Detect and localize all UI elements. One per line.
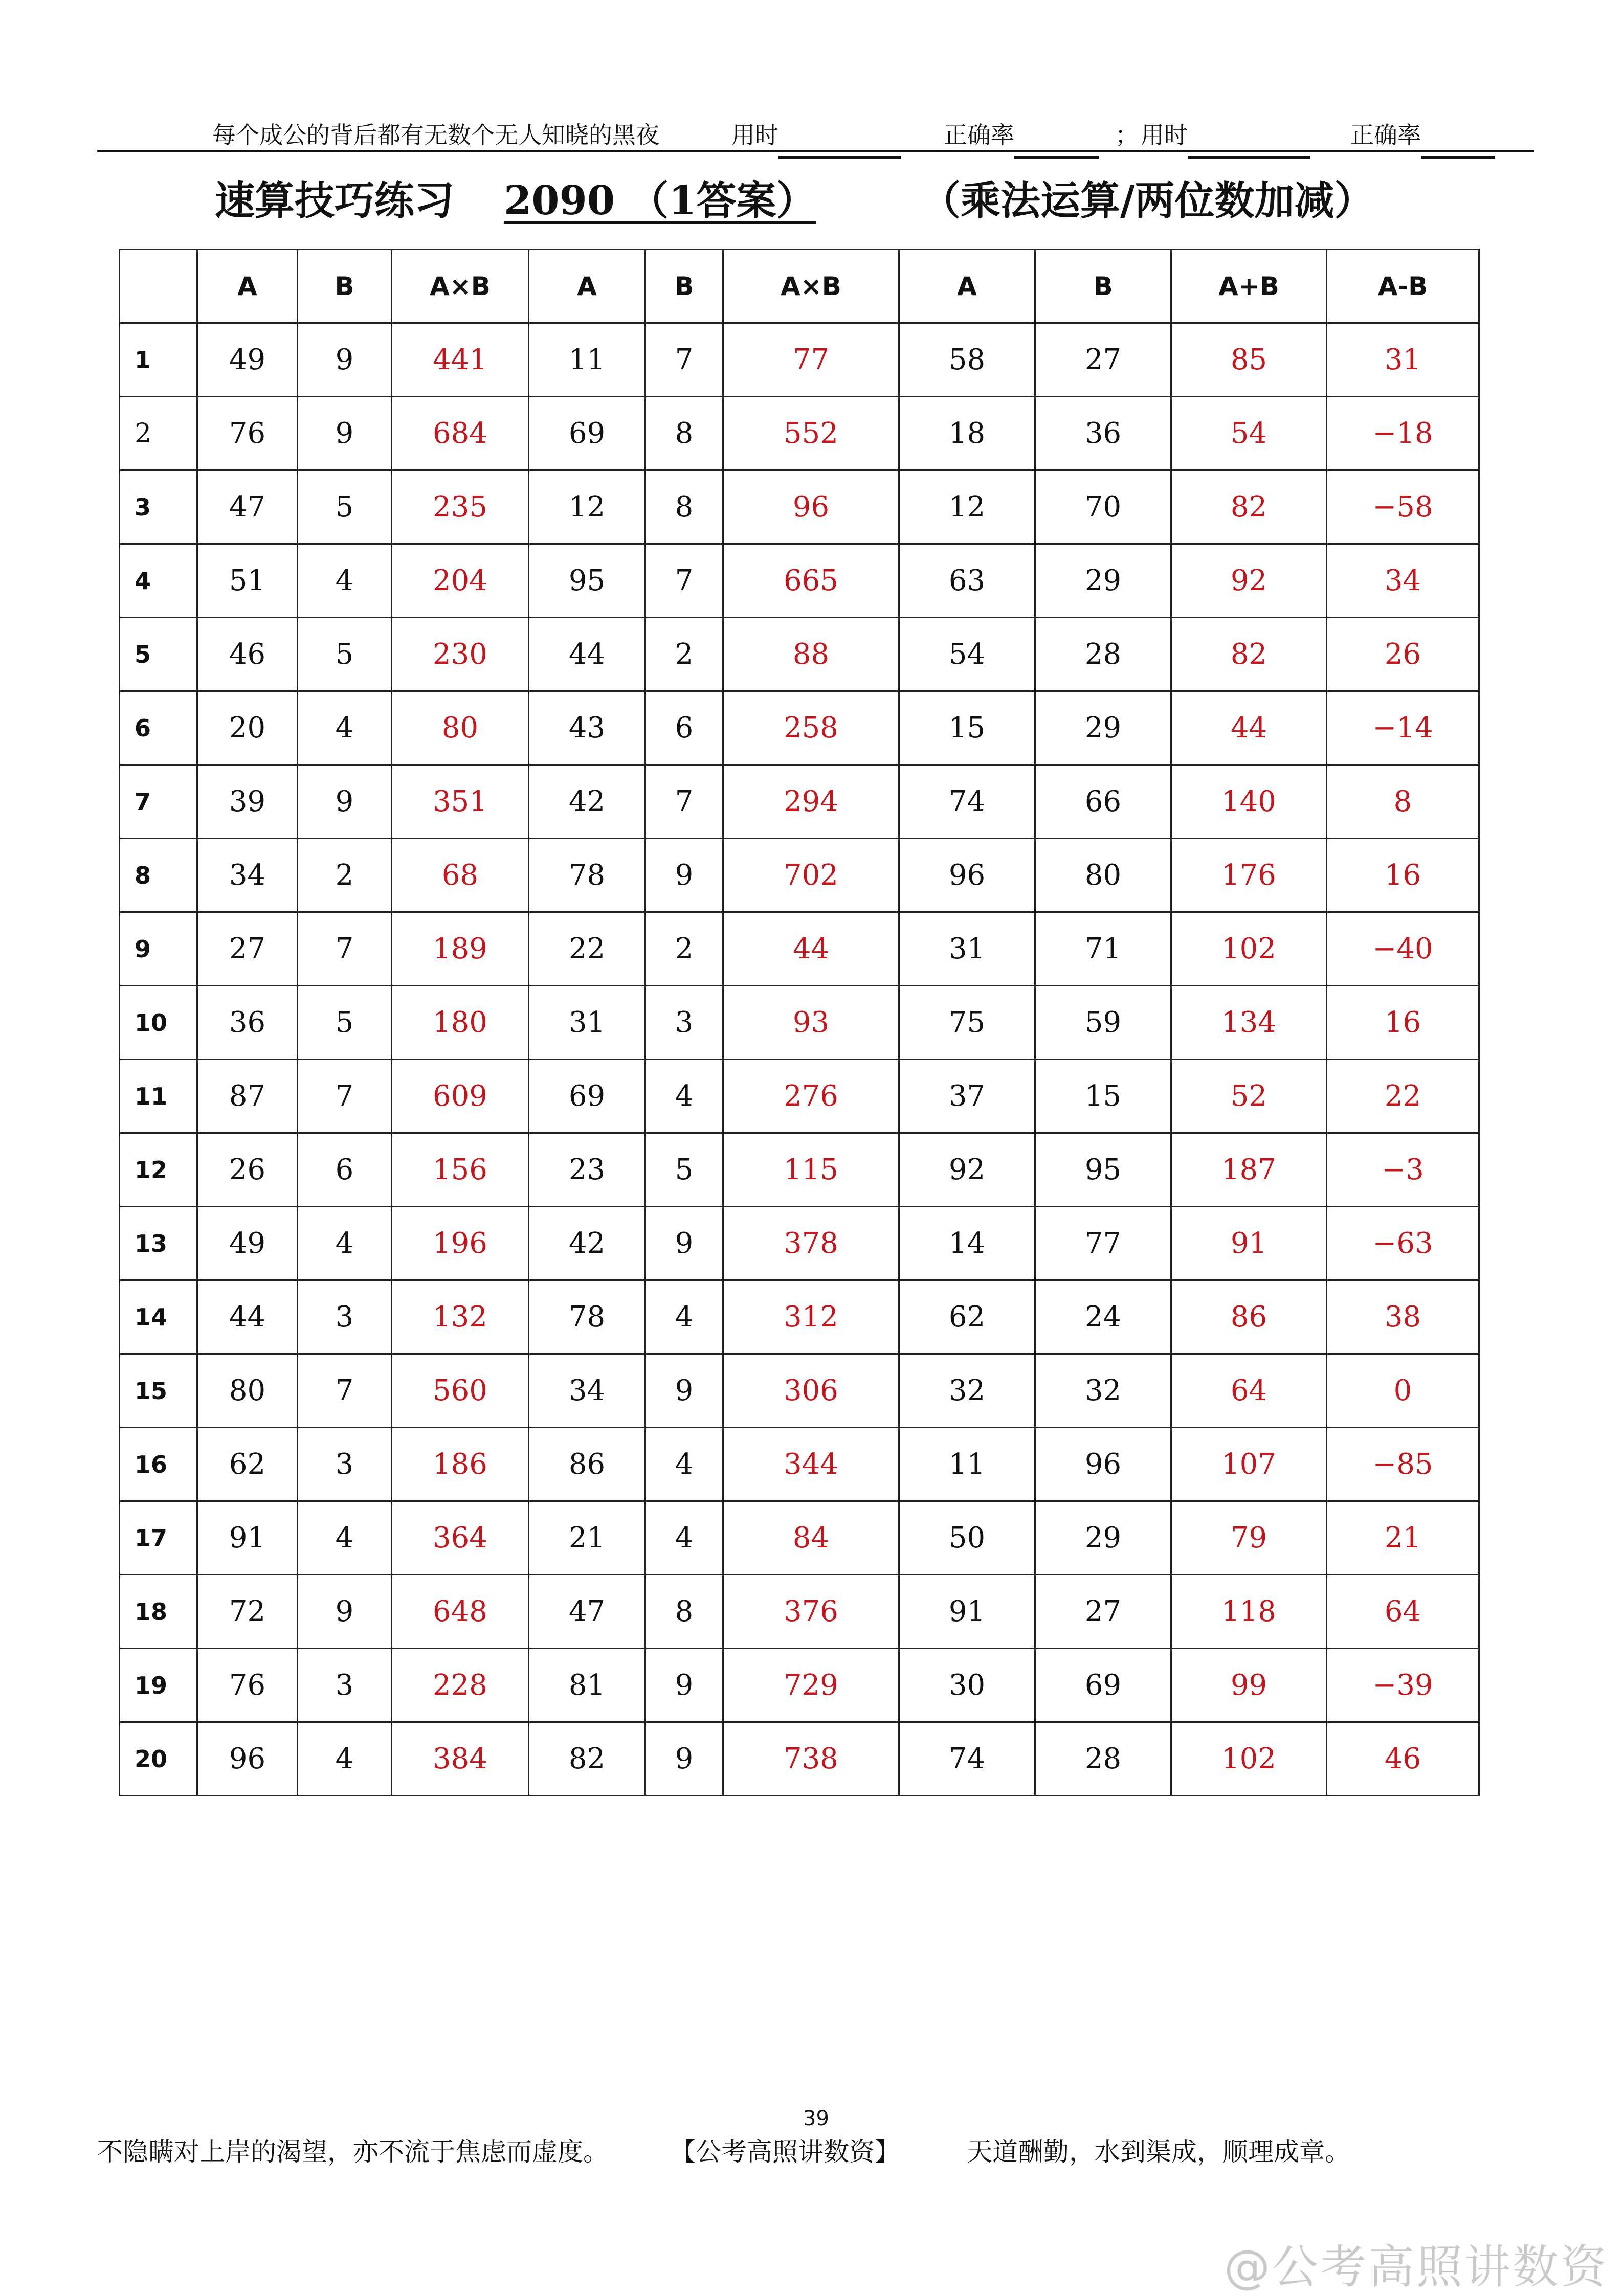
answer-cell: 364: [392, 1501, 529, 1575]
operand-cell: 7: [298, 1060, 392, 1133]
answer-cell: 99: [1171, 1649, 1327, 1722]
operand-cell: 3: [646, 986, 723, 1060]
operand-cell: 95: [529, 544, 646, 618]
operand-cell: 58: [899, 323, 1035, 397]
row-number: 13: [120, 1207, 197, 1280]
operand-cell: 5: [646, 1133, 723, 1207]
operand-cell: 36: [1035, 397, 1171, 470]
operand-cell: 7: [646, 544, 723, 618]
operand-cell: 9: [646, 1649, 723, 1722]
operand-cell: 63: [899, 544, 1035, 618]
answer-cell: 552: [723, 397, 899, 470]
answer-cell: 52: [1171, 1060, 1327, 1133]
table-row: [120, 912, 1479, 986]
operand-cell: 9: [298, 765, 392, 839]
operand-cell: 46: [197, 618, 298, 691]
answer-cell: 441: [392, 323, 529, 397]
operand-cell: 4: [298, 1501, 392, 1575]
operand-cell: 42: [529, 765, 646, 839]
operand-cell: 69: [529, 397, 646, 470]
answer-cell: 344: [723, 1428, 899, 1501]
operand-cell: 80: [197, 1354, 298, 1428]
answer-cell: 22: [1327, 1060, 1479, 1133]
time-field-2: [1141, 117, 1188, 150]
answer-cell: −3: [1327, 1133, 1479, 1207]
operand-cell: 12: [899, 470, 1035, 544]
table-row: [120, 618, 1479, 691]
accuracy-field-2: [1350, 117, 1421, 150]
operand-cell: 44: [529, 618, 646, 691]
time-blank-2: [1188, 136, 1310, 159]
column-header: A: [197, 250, 298, 323]
answer-cell: 79: [1171, 1501, 1327, 1575]
operand-cell: 96: [1035, 1428, 1171, 1501]
operand-cell: 43: [529, 691, 646, 765]
column-header: A×B: [392, 250, 529, 323]
row-number: 9: [120, 912, 197, 986]
operand-cell: 4: [646, 1428, 723, 1501]
operand-cell: 36: [197, 986, 298, 1060]
operand-cell: 70: [1035, 470, 1171, 544]
answer-cell: 702: [723, 839, 899, 912]
operand-cell: 8: [646, 1575, 723, 1649]
operand-cell: 6: [646, 691, 723, 765]
operand-cell: 7: [298, 912, 392, 986]
operand-cell: 76: [197, 1649, 298, 1722]
answer-cell: 204: [392, 544, 529, 618]
operand-cell: 82: [529, 1722, 646, 1796]
row-number: 19: [120, 1649, 197, 1722]
operand-cell: 9: [298, 397, 392, 470]
row-number: 3: [120, 470, 197, 544]
operand-cell: 62: [899, 1280, 1035, 1354]
operand-cell: 42: [529, 1207, 646, 1280]
column-header: B: [646, 250, 723, 323]
accuracy-field-1: [944, 117, 1014, 150]
operand-cell: 80: [1035, 839, 1171, 912]
answer-cell: 8: [1327, 765, 1479, 839]
operand-cell: 6: [298, 1133, 392, 1207]
row-number: 1: [120, 323, 197, 397]
operand-cell: 91: [197, 1501, 298, 1575]
column-header: A: [529, 250, 646, 323]
answer-cell: 38: [1327, 1280, 1479, 1354]
operand-cell: 9: [646, 1354, 723, 1428]
operand-cell: 12: [529, 470, 646, 544]
table-row: [120, 323, 1479, 397]
table-row: [120, 1354, 1479, 1428]
operand-cell: 28: [1035, 1722, 1171, 1796]
time-label-2: 用时: [1141, 121, 1188, 149]
table-row: [120, 1428, 1479, 1501]
answer-cell: 189: [392, 912, 529, 986]
answer-cell: −14: [1327, 691, 1479, 765]
accuracy-blank-2: [1421, 136, 1495, 159]
answer-cell: 44: [723, 912, 899, 986]
answer-cell: 306: [723, 1354, 899, 1428]
answer-cell: 93: [723, 986, 899, 1060]
operand-cell: 96: [197, 1722, 298, 1796]
operand-cell: 49: [197, 1207, 298, 1280]
operand-cell: 21: [529, 1501, 646, 1575]
table-row: [120, 1501, 1479, 1575]
operand-cell: 47: [197, 470, 298, 544]
row-number: 11: [120, 1060, 197, 1133]
row-number: 15: [120, 1354, 197, 1428]
operand-cell: 29: [1035, 691, 1171, 765]
operand-cell: 27: [197, 912, 298, 986]
operand-cell: 69: [1035, 1649, 1171, 1722]
answer-cell: 21: [1327, 1501, 1479, 1575]
answer-cell: −63: [1327, 1207, 1479, 1280]
answer-cell: 80: [392, 691, 529, 765]
table-row: [120, 1722, 1479, 1796]
operand-cell: 31: [529, 986, 646, 1060]
table-row: [120, 986, 1479, 1060]
header-separator: ；: [1115, 121, 1139, 149]
operand-cell: 11: [529, 323, 646, 397]
operand-cell: 3: [298, 1649, 392, 1722]
answer-cell: 16: [1327, 839, 1479, 912]
time-label-1: 用时: [731, 121, 778, 149]
header-line: [97, 97, 1534, 148]
answer-cell: 665: [723, 544, 899, 618]
operand-cell: 2: [646, 618, 723, 691]
operand-cell: 74: [899, 765, 1035, 839]
table-row: [120, 1649, 1479, 1722]
operand-cell: 74: [899, 1722, 1035, 1796]
answer-cell: 82: [1171, 618, 1327, 691]
operand-cell: 8: [646, 397, 723, 470]
operand-cell: 27: [1035, 1575, 1171, 1649]
operand-cell: 4: [646, 1501, 723, 1575]
table-row: [120, 1133, 1479, 1207]
operand-cell: 47: [529, 1575, 646, 1649]
operand-cell: 44: [197, 1280, 298, 1354]
answer-cell: 378: [723, 1207, 899, 1280]
answer-cell: 82: [1171, 470, 1327, 544]
answer-cell: 0: [1327, 1354, 1479, 1428]
row-number: 8: [120, 839, 197, 912]
accuracy-blank-1: [1014, 136, 1099, 159]
operand-cell: 9: [646, 1722, 723, 1796]
operand-cell: 29: [1035, 1501, 1171, 1575]
table-row: [120, 1280, 1479, 1354]
answer-cell: 258: [723, 691, 899, 765]
row-number: 10: [120, 986, 197, 1060]
column-header: A+B: [1171, 250, 1327, 323]
row-number: 6: [120, 691, 197, 765]
operand-cell: 28: [1035, 618, 1171, 691]
answer-cell: −40: [1327, 912, 1479, 986]
title-number: 2090 （1答案）: [504, 177, 816, 224]
answer-cell: 92: [1171, 544, 1327, 618]
operand-cell: 14: [899, 1207, 1035, 1280]
operand-cell: 86: [529, 1428, 646, 1501]
operand-cell: 9: [298, 323, 392, 397]
operand-cell: 4: [298, 1207, 392, 1280]
title-subtitle: （乘法运算/两位数加减）: [921, 177, 1374, 224]
operand-cell: 76: [197, 397, 298, 470]
answer-cell: 230: [392, 618, 529, 691]
column-header: A: [899, 250, 1035, 323]
operand-cell: 3: [298, 1280, 392, 1354]
header-rule: [97, 150, 1534, 152]
row-number: 14: [120, 1280, 197, 1354]
operand-cell: 5: [298, 470, 392, 544]
row-number: 7: [120, 765, 197, 839]
answer-cell: 276: [723, 1060, 899, 1133]
column-header: B: [298, 250, 392, 323]
operand-cell: 50: [899, 1501, 1035, 1575]
table-row: [120, 839, 1479, 912]
answer-cell: 26: [1327, 618, 1479, 691]
answer-cell: −39: [1327, 1649, 1479, 1722]
answer-cell: 34: [1327, 544, 1479, 618]
operand-cell: 5: [298, 986, 392, 1060]
operand-cell: 59: [1035, 986, 1171, 1060]
operand-cell: 81: [529, 1649, 646, 1722]
column-header: A-B: [1327, 250, 1479, 323]
page-number: 39: [803, 2107, 829, 2130]
answer-cell: 187: [1171, 1133, 1327, 1207]
answer-cell: 196: [392, 1207, 529, 1280]
answer-cell: 180: [392, 986, 529, 1060]
operand-cell: 2: [298, 839, 392, 912]
row-number: 20: [120, 1722, 197, 1796]
operand-cell: 34: [529, 1354, 646, 1428]
operand-cell: 72: [197, 1575, 298, 1649]
answer-cell: 107: [1171, 1428, 1327, 1501]
operand-cell: 71: [1035, 912, 1171, 986]
operand-cell: 9: [646, 839, 723, 912]
row-number: 4: [120, 544, 197, 618]
accuracy-label-2: 正确率: [1350, 121, 1421, 149]
operand-cell: 87: [197, 1060, 298, 1133]
operand-cell: 7: [298, 1354, 392, 1428]
operand-cell: 54: [899, 618, 1035, 691]
table-body: [120, 323, 1479, 1796]
answer-cell: 54: [1171, 397, 1327, 470]
row-number: 18: [120, 1575, 197, 1649]
answer-cell: −85: [1327, 1428, 1479, 1501]
answer-cell: 91: [1171, 1207, 1327, 1280]
answer-cell: 294: [723, 765, 899, 839]
answer-cell: −18: [1327, 397, 1479, 470]
answer-cell: 44: [1171, 691, 1327, 765]
row-number: 16: [120, 1428, 197, 1501]
operand-cell: 7: [646, 323, 723, 397]
answer-cell: 64: [1171, 1354, 1327, 1428]
operand-cell: 92: [899, 1133, 1035, 1207]
table-header-row: [120, 250, 1479, 323]
footer-left: 不隐瞒对上岸的渴望，亦不流于焦虑而虚度。: [97, 2137, 609, 2167]
column-header: B: [1035, 250, 1171, 323]
operand-cell: 78: [529, 1280, 646, 1354]
page-title: [215, 169, 1442, 230]
operand-cell: 3: [298, 1428, 392, 1501]
operand-cell: 20: [197, 691, 298, 765]
operand-cell: 69: [529, 1060, 646, 1133]
answer-cell: 96: [723, 470, 899, 544]
row-number: 12: [120, 1133, 197, 1207]
table-row: [120, 765, 1479, 839]
accuracy-label-1: 正确率: [944, 121, 1014, 149]
title-main: 速算技巧练习: [215, 177, 455, 224]
operand-cell: 5: [298, 618, 392, 691]
operand-cell: 4: [298, 544, 392, 618]
column-header: A×B: [723, 250, 899, 323]
time-field-1: [731, 117, 778, 150]
answer-cell: 351: [392, 765, 529, 839]
operand-cell: 32: [1035, 1354, 1171, 1428]
table-row: [120, 544, 1479, 618]
answer-cell: 560: [392, 1354, 529, 1428]
answer-cell: 235: [392, 470, 529, 544]
operand-cell: 27: [1035, 323, 1171, 397]
answer-cell: 46: [1327, 1722, 1479, 1796]
answer-cell: 729: [723, 1649, 899, 1722]
operand-cell: 4: [646, 1060, 723, 1133]
answer-cell: 86: [1171, 1280, 1327, 1354]
operand-cell: 51: [197, 544, 298, 618]
operand-cell: 96: [899, 839, 1035, 912]
answer-cell: 84: [723, 1501, 899, 1575]
footer-brand: 【公考高照讲数资】: [670, 2137, 900, 2167]
answer-cell: 115: [723, 1133, 899, 1207]
operand-cell: 15: [899, 691, 1035, 765]
row-number: 2: [120, 397, 197, 470]
operand-cell: 15: [1035, 1060, 1171, 1133]
answer-cell: 102: [1171, 912, 1327, 986]
operand-cell: 26: [197, 1133, 298, 1207]
footer-right: 天道酬勤，水到渠成，顺理成章。: [967, 2137, 1350, 2167]
operand-cell: 8: [646, 470, 723, 544]
operand-cell: 9: [646, 1207, 723, 1280]
answer-cell: 738: [723, 1722, 899, 1796]
operand-cell: 91: [899, 1575, 1035, 1649]
operand-cell: 4: [298, 691, 392, 765]
answer-cell: 684: [392, 397, 529, 470]
answer-cell: 376: [723, 1575, 899, 1649]
answer-cell: 68: [392, 839, 529, 912]
operand-cell: 29: [1035, 544, 1171, 618]
table-row: [120, 1060, 1479, 1133]
answer-cell: 228: [392, 1649, 529, 1722]
operand-cell: 11: [899, 1428, 1035, 1501]
operand-cell: 2: [646, 912, 723, 986]
operand-cell: 9: [298, 1575, 392, 1649]
table-row: [120, 397, 1479, 470]
operand-cell: 77: [1035, 1207, 1171, 1280]
header-motto: 每个成公的背后都有无数个无人知晓的黑夜: [212, 121, 659, 149]
operand-cell: 4: [298, 1722, 392, 1796]
column-header: [120, 250, 197, 323]
operand-cell: 32: [899, 1354, 1035, 1428]
row-number: 5: [120, 618, 197, 691]
answer-cell: 16: [1327, 986, 1479, 1060]
answer-cell: 609: [392, 1060, 529, 1133]
table-row: [120, 470, 1479, 544]
operand-cell: 30: [899, 1649, 1035, 1722]
answer-cell: 156: [392, 1133, 529, 1207]
answer-cell: 102: [1171, 1722, 1327, 1796]
operand-cell: 95: [1035, 1133, 1171, 1207]
answer-cell: 31: [1327, 323, 1479, 397]
answer-cell: 118: [1171, 1575, 1327, 1649]
answer-cell: −58: [1327, 470, 1479, 544]
answer-cell: 384: [392, 1722, 529, 1796]
answer-cell: 88: [723, 618, 899, 691]
operand-cell: 39: [197, 765, 298, 839]
operand-cell: 49: [197, 323, 298, 397]
operand-cell: 22: [529, 912, 646, 986]
operand-cell: 23: [529, 1133, 646, 1207]
table-row: [120, 1575, 1479, 1649]
answer-cell: 134: [1171, 986, 1327, 1060]
operand-cell: 78: [529, 839, 646, 912]
answer-cell: 132: [392, 1280, 529, 1354]
operand-cell: 66: [1035, 765, 1171, 839]
operand-cell: 34: [197, 839, 298, 912]
operand-cell: 24: [1035, 1280, 1171, 1354]
table-row: [120, 1207, 1479, 1280]
operand-cell: 75: [899, 986, 1035, 1060]
answer-cell: 186: [392, 1428, 529, 1501]
operand-cell: 31: [899, 912, 1035, 986]
watermark: @公考高照讲数资: [1224, 2240, 1609, 2294]
answer-cell: 312: [723, 1280, 899, 1354]
operand-cell: 62: [197, 1428, 298, 1501]
footer: [97, 2131, 1529, 2167]
answer-cell: 85: [1171, 323, 1327, 397]
answer-cell: 77: [723, 323, 899, 397]
answer-cell: 140: [1171, 765, 1327, 839]
operand-cell: 7: [646, 765, 723, 839]
operand-cell: 37: [899, 1060, 1035, 1133]
time-blank-1: [778, 136, 901, 159]
answer-cell: 648: [392, 1575, 529, 1649]
answer-cell: 176: [1171, 839, 1327, 912]
exercise-table: [119, 249, 1480, 1796]
table-row: [120, 691, 1479, 765]
row-number: 17: [120, 1501, 197, 1575]
operand-cell: 18: [899, 397, 1035, 470]
answer-cell: 64: [1327, 1575, 1479, 1649]
operand-cell: 4: [646, 1280, 723, 1354]
